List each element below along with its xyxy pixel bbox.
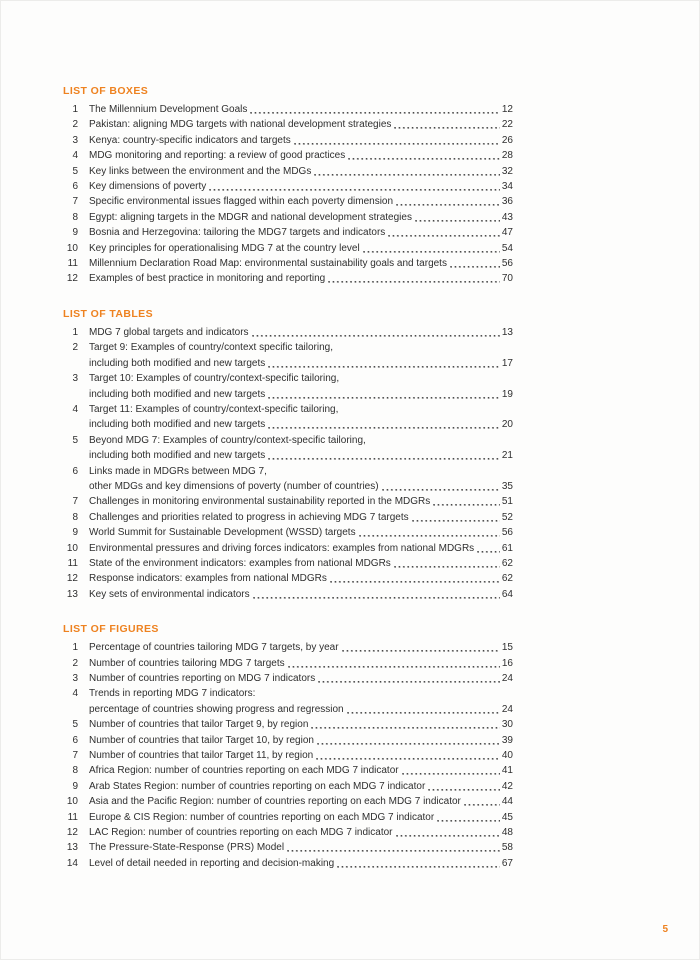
toc-entry [63, 494, 513, 509]
entry-body [89, 210, 513, 225]
entry-body [89, 433, 513, 464]
entry-body [89, 510, 513, 525]
entry-line [89, 256, 513, 271]
entry-title: including both modified and new targets [89, 388, 266, 400]
entry-page-number: 58 [501, 842, 513, 854]
entry-body [89, 133, 513, 148]
entry-line [89, 387, 513, 402]
entry-page-number: 19 [501, 388, 513, 400]
toc-entry [63, 133, 513, 148]
dot-leader [348, 148, 500, 163]
toc-entry [63, 179, 513, 194]
entry-title: Pakistan: aligning MDG targets with national development strategies [89, 119, 392, 131]
dot-leader [433, 494, 500, 509]
entry-body [89, 571, 513, 586]
entry-line [89, 702, 513, 717]
entry-line [89, 179, 513, 194]
entry-page-number: 61 [501, 542, 513, 554]
entry-line [89, 402, 513, 417]
entry-page-number: 47 [501, 227, 513, 239]
entry-body [89, 148, 513, 163]
entry-title: Europe & CIS Region: number of countries reporting on each MDG 7 indicator [89, 811, 435, 823]
entry-body [89, 556, 513, 571]
dot-leader [477, 541, 500, 556]
entry-page-number: 16 [501, 657, 513, 669]
entry-title: Key links between the environment and the MDGs [89, 165, 312, 177]
entry-page-number: 52 [501, 511, 513, 523]
entry-page-number: 24 [501, 703, 513, 715]
entry-line [89, 640, 513, 655]
toc-entry [63, 194, 513, 209]
entry-title: Number of countries that tailor Target 9, by region [89, 719, 309, 731]
entry-title: Specific environmental issues flagged within each poverty dimension [89, 196, 394, 208]
dot-leader [252, 325, 500, 340]
entry-title: Number of countries reporting on MDG 7 indicators [89, 673, 316, 684]
entry-title: Challenges in monitoring environmental sustainability reported in the MDGRs [89, 496, 431, 508]
toc-section [63, 85, 513, 287]
entry-body [89, 686, 513, 717]
entry-line [89, 433, 513, 448]
entry-title: Number of countries that tailor Target 10, by region [89, 734, 314, 746]
dot-leader [347, 702, 500, 717]
entry-number: 11 [67, 557, 78, 569]
entry-number: 8 [72, 765, 78, 777]
entry-number: 10 [66, 242, 78, 254]
toc-entry [63, 164, 513, 179]
entry-title: including both modified and new targets [89, 450, 266, 462]
toc-entry [63, 733, 513, 748]
entry-line [89, 825, 513, 840]
entry-number: 12 [66, 273, 78, 285]
dot-leader [294, 133, 500, 148]
entry-body [89, 340, 513, 371]
entry-line [89, 164, 513, 179]
entry-page-number: 40 [501, 750, 513, 762]
entry-page-number: 62 [501, 573, 513, 585]
entry-number: 2 [72, 119, 78, 131]
entry-body [89, 164, 513, 179]
dot-leader [316, 748, 500, 763]
toc-entry [63, 340, 513, 371]
entry-page-number: 56 [501, 527, 513, 539]
dot-leader [359, 525, 500, 540]
entry-number: 11 [67, 811, 78, 823]
toc-entry [63, 210, 513, 225]
entry-line [89, 556, 513, 571]
dot-leader [394, 117, 499, 132]
entry-number: 4 [72, 688, 78, 700]
entry-number: 4 [72, 403, 78, 415]
entry-number: 5 [72, 165, 78, 177]
section-title: LIST OF TABLES [63, 307, 153, 320]
entry-line [89, 148, 513, 163]
entry-body [89, 494, 513, 509]
entry-page-number: 42 [501, 780, 513, 792]
dot-leader [268, 417, 500, 432]
entry-body [89, 402, 513, 433]
entry-title: Arab States Region: number of countries reporting on each MDG 7 indicator [89, 780, 426, 792]
entry-body [89, 194, 513, 209]
entry-body [89, 464, 513, 495]
entry-number: 12 [66, 827, 78, 839]
dot-leader [394, 556, 500, 571]
entry-line [89, 325, 513, 340]
entry-body [89, 825, 513, 840]
entry-body [89, 810, 513, 825]
section-title: LIST OF FIGURES [63, 623, 159, 636]
entry-line [89, 371, 513, 386]
entry-page-number: 17 [501, 357, 513, 369]
entry-page-number: 56 [501, 258, 513, 270]
entry-page-number: 51 [501, 496, 513, 508]
dot-leader [318, 671, 500, 686]
entry-number: 10 [66, 796, 78, 808]
entry-page-number: 15 [501, 642, 513, 654]
entry-line [89, 763, 513, 778]
entry-page-number: 67 [501, 857, 513, 869]
toc-entry [63, 671, 513, 686]
entry-line [89, 225, 513, 240]
toc-entry [63, 794, 513, 809]
entry-line [89, 464, 513, 479]
entry-number: 6 [72, 734, 78, 746]
toc-entry [63, 779, 513, 794]
entry-title: Key sets of environmental indicators [89, 588, 250, 600]
entry-line [89, 686, 513, 701]
entry-title: Environmental pressures and driving forces indicators: examples from national MDGRs [89, 542, 475, 554]
entry-page-number: 45 [501, 811, 513, 823]
toc-entry [63, 433, 513, 464]
entry-line [89, 494, 513, 509]
entry-title: Examples of best practice in monitoring and reporting [89, 273, 326, 285]
entry-body [89, 371, 513, 402]
dot-leader [396, 825, 500, 840]
entry-line [89, 271, 513, 286]
entry-line [89, 117, 513, 132]
entry-body [89, 179, 513, 194]
toc-entry [63, 510, 513, 525]
toc-entry [63, 402, 513, 433]
toc-entry [63, 656, 513, 671]
dot-leader [437, 810, 500, 825]
entry-number: 6 [72, 465, 78, 477]
entry-number: 5 [72, 434, 78, 446]
entry-body [89, 856, 513, 871]
toc-entry [63, 325, 513, 340]
entry-line [89, 448, 513, 463]
entry-title: State of the environment indicators: examples from national MDGRs [89, 557, 391, 569]
toc-entry [63, 825, 513, 840]
entry-line [89, 210, 513, 225]
entry-page-number: 70 [501, 273, 513, 285]
toc-entry [63, 587, 513, 602]
entry-number: 9 [72, 527, 78, 539]
dot-leader [287, 840, 500, 855]
entry-line [89, 840, 513, 855]
entry-line [89, 794, 513, 809]
entry-line [89, 356, 513, 371]
dot-leader [382, 479, 500, 494]
entry-title: Response indicators: examples from national MDGRs [89, 573, 327, 585]
entry-title: Egypt: aligning targets in the MDGR and national development strategies [89, 211, 412, 223]
entry-title: MDG 7 global targets and indicators [89, 326, 249, 338]
dot-leader [268, 387, 500, 402]
entry-title: other MDGs and key dimensions of poverty (number of countries) [89, 480, 379, 492]
entry-page-number: 35 [501, 480, 513, 492]
entry-number: 11 [67, 258, 78, 270]
dot-leader [450, 256, 500, 271]
entry-title: Challenges and priorities related to progress in achieving MDG 7 targets [89, 511, 409, 523]
entry-number: 1 [72, 642, 78, 654]
table-of-contents [63, 85, 513, 892]
toc-entry [63, 525, 513, 540]
dot-leader [311, 717, 500, 732]
entry-line [89, 587, 513, 602]
dot-leader [415, 210, 500, 225]
dot-leader [402, 763, 500, 778]
dot-leader [268, 448, 500, 463]
entry-page-number: 24 [501, 673, 513, 684]
entry-body [89, 587, 513, 602]
entry-title: Target 11: Examples of country/context-specific tailoring, [89, 403, 339, 415]
toc-entry [63, 102, 513, 117]
entry-body [89, 640, 513, 655]
toc-entry [63, 840, 513, 855]
entry-title: Target 9: Examples of country/context specific tailoring, [89, 342, 334, 354]
dot-leader [268, 356, 500, 371]
entry-title: Number of countries tailoring MDG 7 targets [89, 657, 285, 669]
entry-number: 6 [72, 181, 78, 193]
entry-number: 7 [72, 750, 78, 762]
section-title: LIST OF BOXES [63, 85, 149, 97]
toc-entry [63, 225, 513, 240]
entry-number: 9 [72, 780, 78, 792]
dot-leader [288, 656, 500, 671]
dot-leader [412, 510, 500, 525]
toc-entry [63, 241, 513, 256]
entry-body [89, 779, 513, 794]
toc-entry [63, 856, 513, 871]
entry-title: Kenya: country-specific indicators and targets [89, 134, 291, 146]
entry-number: 14 [66, 857, 78, 869]
entry-body [89, 794, 513, 809]
entry-body [89, 225, 513, 240]
entry-number: 5 [72, 719, 78, 731]
dot-leader [328, 271, 500, 286]
toc-entry [63, 148, 513, 163]
entry-body [89, 541, 513, 556]
entry-body [89, 241, 513, 256]
toc-entry [63, 686, 513, 717]
entry-body [89, 102, 513, 117]
entry-title: including both modified and new targets [89, 419, 266, 431]
entry-line [89, 340, 513, 355]
entry-title: The Millennium Development Goals [89, 104, 248, 115]
entry-page-number: 34 [501, 181, 513, 193]
entry-title: MDG monitoring and reporting: a review of good practices [89, 150, 346, 162]
entry-line [89, 541, 513, 556]
dot-leader [330, 571, 500, 586]
entry-body [89, 840, 513, 855]
toc-entry [63, 271, 513, 286]
entry-number: 13 [66, 842, 78, 854]
entry-number: 13 [66, 588, 78, 600]
toc-section [63, 308, 513, 602]
entry-title: LAC Region: number of countries reporting on each MDG 7 indicator [89, 827, 393, 839]
entry-number: 3 [72, 673, 78, 684]
entry-page-number: 21 [501, 450, 513, 462]
entry-title: Number of countries that tailor Target 11, by region [89, 750, 314, 762]
entry-page-number: 64 [501, 588, 513, 600]
entry-line [89, 571, 513, 586]
entry-page-number: 44 [501, 796, 513, 808]
entry-number: 3 [72, 373, 78, 385]
entry-title: Beyond MDG 7: Examples of country/context-specific tailoring, [89, 434, 366, 446]
entry-number: 8 [72, 211, 78, 223]
entry-body [89, 271, 513, 286]
entry-number: 1 [72, 104, 78, 115]
entry-page-number: 12 [501, 104, 513, 115]
entry-line [89, 133, 513, 148]
entry-line [89, 856, 513, 871]
toc-entry [63, 117, 513, 132]
entry-title: World Summit for Sustainable Development (WSSD) targets [89, 527, 356, 539]
entry-page-number: 32 [501, 165, 513, 177]
entry-page-number: 39 [501, 734, 513, 746]
entry-page-number: 20 [501, 419, 513, 431]
entry-line [89, 810, 513, 825]
dot-leader [314, 164, 500, 179]
entry-body [89, 733, 513, 748]
toc-entry [63, 571, 513, 586]
entry-title: Level of detail needed in reporting and decision-making [89, 857, 335, 869]
entry-title: including both modified and new targets [89, 357, 266, 369]
toc-entry [63, 640, 513, 655]
entry-page-number: 62 [501, 557, 513, 569]
entry-page-number: 13 [501, 326, 513, 338]
entry-body [89, 325, 513, 340]
entry-line [89, 479, 513, 494]
page-number: 5 [662, 924, 668, 935]
entry-title: Asia and the Pacific Region: number of countries reporting on each MDG 7 indicator [89, 796, 461, 808]
entry-number: 12 [66, 573, 78, 585]
entry-line [89, 525, 513, 540]
entry-title: Bosnia and Herzegovina: tailoring the MDG7 targets and indicators [89, 227, 386, 239]
entry-number: 3 [72, 134, 78, 146]
entry-line [89, 671, 513, 686]
entry-line [89, 510, 513, 525]
entry-number: 2 [72, 342, 78, 354]
entry-title: Percentage of countries tailoring MDG 7 targets, by year [89, 642, 339, 654]
entry-page-number: 43 [501, 211, 513, 223]
entry-title: Target 10: Examples of country/context-specific tailoring, [89, 373, 340, 385]
entry-body [89, 525, 513, 540]
entry-page-number: 36 [501, 196, 513, 208]
toc-entry [63, 763, 513, 778]
toc-section [63, 623, 513, 871]
dot-leader [342, 640, 500, 655]
dot-leader [337, 856, 500, 871]
toc-entry [63, 810, 513, 825]
entry-line [89, 779, 513, 794]
entry-number: 1 [72, 326, 78, 338]
entry-body [89, 748, 513, 763]
dot-leader [396, 194, 500, 209]
entry-line [89, 102, 513, 117]
dot-leader [209, 179, 500, 194]
toc-entry [63, 541, 513, 556]
entry-number: 9 [72, 227, 78, 239]
entry-body [89, 763, 513, 778]
entry-page-number: 22 [501, 119, 513, 131]
entry-title: percentage of countries showing progress and regression [89, 703, 344, 715]
entry-number: 7 [72, 196, 78, 208]
entry-line [89, 194, 513, 209]
toc-entry [63, 717, 513, 732]
dot-leader [253, 587, 500, 602]
entry-title: Key principles for operationalising MDG 7 at the country level [89, 242, 360, 254]
entry-page-number: 54 [501, 242, 513, 254]
entry-title: Trends in reporting MDG 7 indicators: [89, 688, 256, 700]
entry-number: 2 [72, 657, 78, 669]
entry-title: The Pressure-State-Response (PRS) Model [89, 842, 285, 854]
dot-leader [250, 102, 499, 117]
entry-title: Links made in MDGRs between MDG 7, [89, 465, 267, 477]
entry-line [89, 241, 513, 256]
entry-body [89, 671, 513, 686]
entry-line [89, 733, 513, 748]
dot-leader [317, 733, 500, 748]
entry-page-number: 41 [501, 765, 513, 777]
dot-leader [363, 241, 500, 256]
entry-number: 10 [66, 542, 78, 554]
entry-line [89, 748, 513, 763]
toc-entry [63, 256, 513, 271]
dot-leader [464, 794, 500, 809]
entry-page-number: 48 [501, 827, 513, 839]
entry-number: 8 [72, 511, 78, 523]
dot-leader [388, 225, 500, 240]
dot-leader [428, 779, 500, 794]
toc-entry [63, 371, 513, 402]
entry-page-number: 28 [501, 150, 513, 162]
entry-page-number: 30 [501, 719, 513, 731]
entry-page-number: 26 [501, 134, 513, 146]
entry-title: Millennium Declaration Road Map: environmental sustainability goals and targets [89, 258, 447, 270]
entry-line [89, 717, 513, 732]
entry-title: Key dimensions of poverty [89, 181, 207, 193]
toc-entry [63, 748, 513, 763]
toc-entry [63, 556, 513, 571]
entry-line [89, 417, 513, 432]
entry-body [89, 717, 513, 732]
entry-body [89, 656, 513, 671]
entry-line [89, 656, 513, 671]
entry-number: 7 [72, 496, 78, 508]
entry-number: 4 [72, 150, 78, 162]
toc-entry [63, 464, 513, 495]
entry-body [89, 117, 513, 132]
entry-title: Africa Region: number of countries reporting on each MDG 7 indicator [89, 765, 399, 777]
entry-body [89, 256, 513, 271]
